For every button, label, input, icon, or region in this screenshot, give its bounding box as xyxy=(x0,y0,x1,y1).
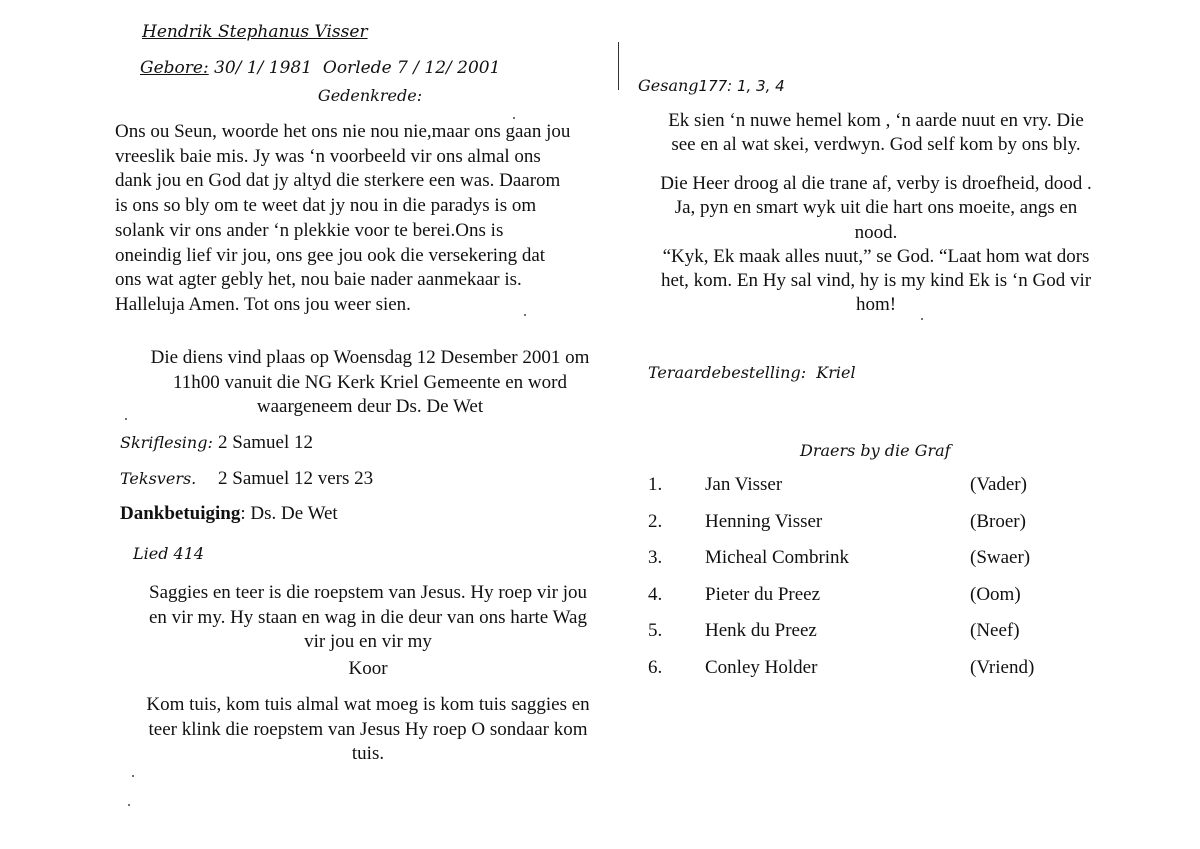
burial-label: Teraardebestelling: xyxy=(648,363,807,382)
scan-speck xyxy=(132,775,134,777)
bearer-row xyxy=(648,620,1034,657)
bearer-number: 2. xyxy=(648,510,663,532)
thanks-row: Dankbetuiging: Ds. De Wet xyxy=(120,503,338,524)
hymn-number: Lied 414 xyxy=(133,544,205,563)
verse-line: Die Heer droog al die trane af, verby is droefheid, dood . xyxy=(660,173,1092,194)
bearer-name: Micheal Combrink xyxy=(705,547,850,568)
reading-value: 2 Samuel 12 xyxy=(218,432,313,453)
gesang-label: Gesang xyxy=(638,76,699,95)
chorus-line: teer klink die roepstem van Jesus Hy roep O sondaar kom xyxy=(148,718,588,740)
bearer-relation: (Broer) xyxy=(970,510,1026,532)
verse-line: see en al wat skei, verdwyn. God self kom by ons bly. xyxy=(671,134,1081,156)
reading-label: Skriflesing: xyxy=(120,433,213,452)
burial-value: Kriel xyxy=(816,363,856,382)
tribute-line: Halleluja Amen. Tot ons jou weer sien. xyxy=(115,293,411,315)
bearer-relation: (Swaer) xyxy=(970,547,1031,568)
thanks-value: Ds. De Wet xyxy=(250,503,338,524)
service-details xyxy=(110,346,630,420)
chorus-verse xyxy=(118,693,618,767)
fold-line xyxy=(618,42,619,90)
gesang-numbers: 177: 1, 3, 4 xyxy=(698,77,785,95)
verse-line: het, kom. En Hy sal vind, hy is my kind Ek is ‘n God vir xyxy=(660,270,1092,292)
service-line: waargeneem deur Ds. De Wet xyxy=(256,396,484,417)
verse-line: hom! xyxy=(855,294,897,316)
bearer-name: Henning Visser xyxy=(705,510,823,532)
gesang-verse-2 xyxy=(636,172,1116,318)
text-verse-value: 2 Samuel 12 vers 23 xyxy=(218,468,374,489)
thanks-label: Dankbetuiging xyxy=(120,503,241,524)
text-verse-row xyxy=(120,468,373,490)
hymn-verse xyxy=(118,581,618,655)
tribute-line: is ons so bly om te weet dat jy nou in die paradys is om xyxy=(115,195,537,217)
bearer-row xyxy=(648,474,1034,511)
bearer-relation: (Vader) xyxy=(970,474,1027,495)
life-dates xyxy=(140,58,500,78)
bearers-heading: Draers by die Graf xyxy=(800,441,951,460)
bearer-row xyxy=(648,584,1034,621)
hymn-line: en vir my. Hy staan en wag in die deur van ons harte Wag xyxy=(149,606,587,628)
service-line: 11h00 vanuit die NG Kerk Kriel Gemeente en word xyxy=(173,371,567,393)
scan-speck xyxy=(921,318,923,320)
chorus-line: tuis. xyxy=(351,743,385,764)
tribute-line: vreeslik baie mis. Jy was ‘n voorbeeld vir ons almal ons xyxy=(115,145,541,167)
bearer-number: 1. xyxy=(648,474,663,495)
tribute-heading: Gedenkrede: xyxy=(317,86,423,105)
tribute-line: solank vir ons ander ‘n plekkie voor te berei.Ons is xyxy=(115,219,504,241)
text-verse-label: Teksvers. xyxy=(120,469,197,488)
bearer-number: 5. xyxy=(648,620,663,641)
tribute-text xyxy=(115,120,615,318)
scan-speck xyxy=(513,117,515,119)
bearer-name: Pieter du Preez xyxy=(705,583,821,605)
gesang-heading xyxy=(638,76,785,95)
bearer-row xyxy=(648,547,1034,584)
tribute-line: oneindig lief vir jou, ons gee jou ook die versekering dat xyxy=(115,244,546,266)
gesang-verse-1 xyxy=(636,109,1116,158)
bearer-relation: (Neef) xyxy=(970,620,1020,641)
bearer-relation: (Oom) xyxy=(970,583,1021,605)
bearer-row xyxy=(648,511,1034,548)
reading-row xyxy=(120,432,313,454)
bearer-name: Conley Holder xyxy=(705,656,818,678)
tribute-line: dank jou en God dat jy altyd die sterkere een was. Daarom xyxy=(115,170,561,192)
bearer-name: Jan Visser xyxy=(705,474,783,495)
bearer-number: 3. xyxy=(648,547,663,568)
bearer-number: 4. xyxy=(648,583,663,605)
bearer-row xyxy=(648,657,1034,694)
hymn-line: Saggies en teer is die roepstem van Jesus. Hy roep vir jou xyxy=(149,582,587,603)
died-value: 7 / 12/ 2001 xyxy=(397,58,501,78)
tribute-line: Ons ou Seun, woorde het ons nie nou nie,maar ons gaan jou xyxy=(115,121,571,142)
verse-line: “Kyk, Ek maak alles nuut,” se God. “Laat hom wat dors xyxy=(662,245,1090,267)
bearer-name: Henk du Preez xyxy=(705,620,817,641)
chorus-line: Kom tuis, kom tuis almal wat moeg is kom tuis saggies en xyxy=(146,694,590,715)
verse-line: Ja, pyn en smart wyk uit die hart ons moeite, angs en xyxy=(674,197,1078,219)
burial-row xyxy=(648,363,856,382)
deceased-name: Hendrik Stephanus Visser xyxy=(142,22,368,42)
bearer-relation: (Vriend) xyxy=(970,656,1035,678)
verse-line: nood. xyxy=(854,221,898,243)
tribute-line: ons wat agter gebly het, nou baie nader aanmekaar is. xyxy=(115,269,522,291)
service-line: Die diens vind plaas op Woensdag 12 Desember 2001 om xyxy=(150,347,590,368)
born-label: Gebore: xyxy=(140,58,209,78)
bearers-list xyxy=(648,474,1034,693)
hymn-line: vir jou en vir my xyxy=(304,631,432,652)
born-value: 30/ 1/ 1981 xyxy=(214,58,313,78)
chorus-heading: Koor xyxy=(348,658,388,679)
died-label: Oorlede xyxy=(322,58,392,78)
bearer-number: 6. xyxy=(648,656,663,678)
verse-line: Ek sien ‘n nuwe hemel kom , ‘n aarde nuut en vry. Die xyxy=(668,110,1084,131)
scan-speck xyxy=(128,804,130,806)
